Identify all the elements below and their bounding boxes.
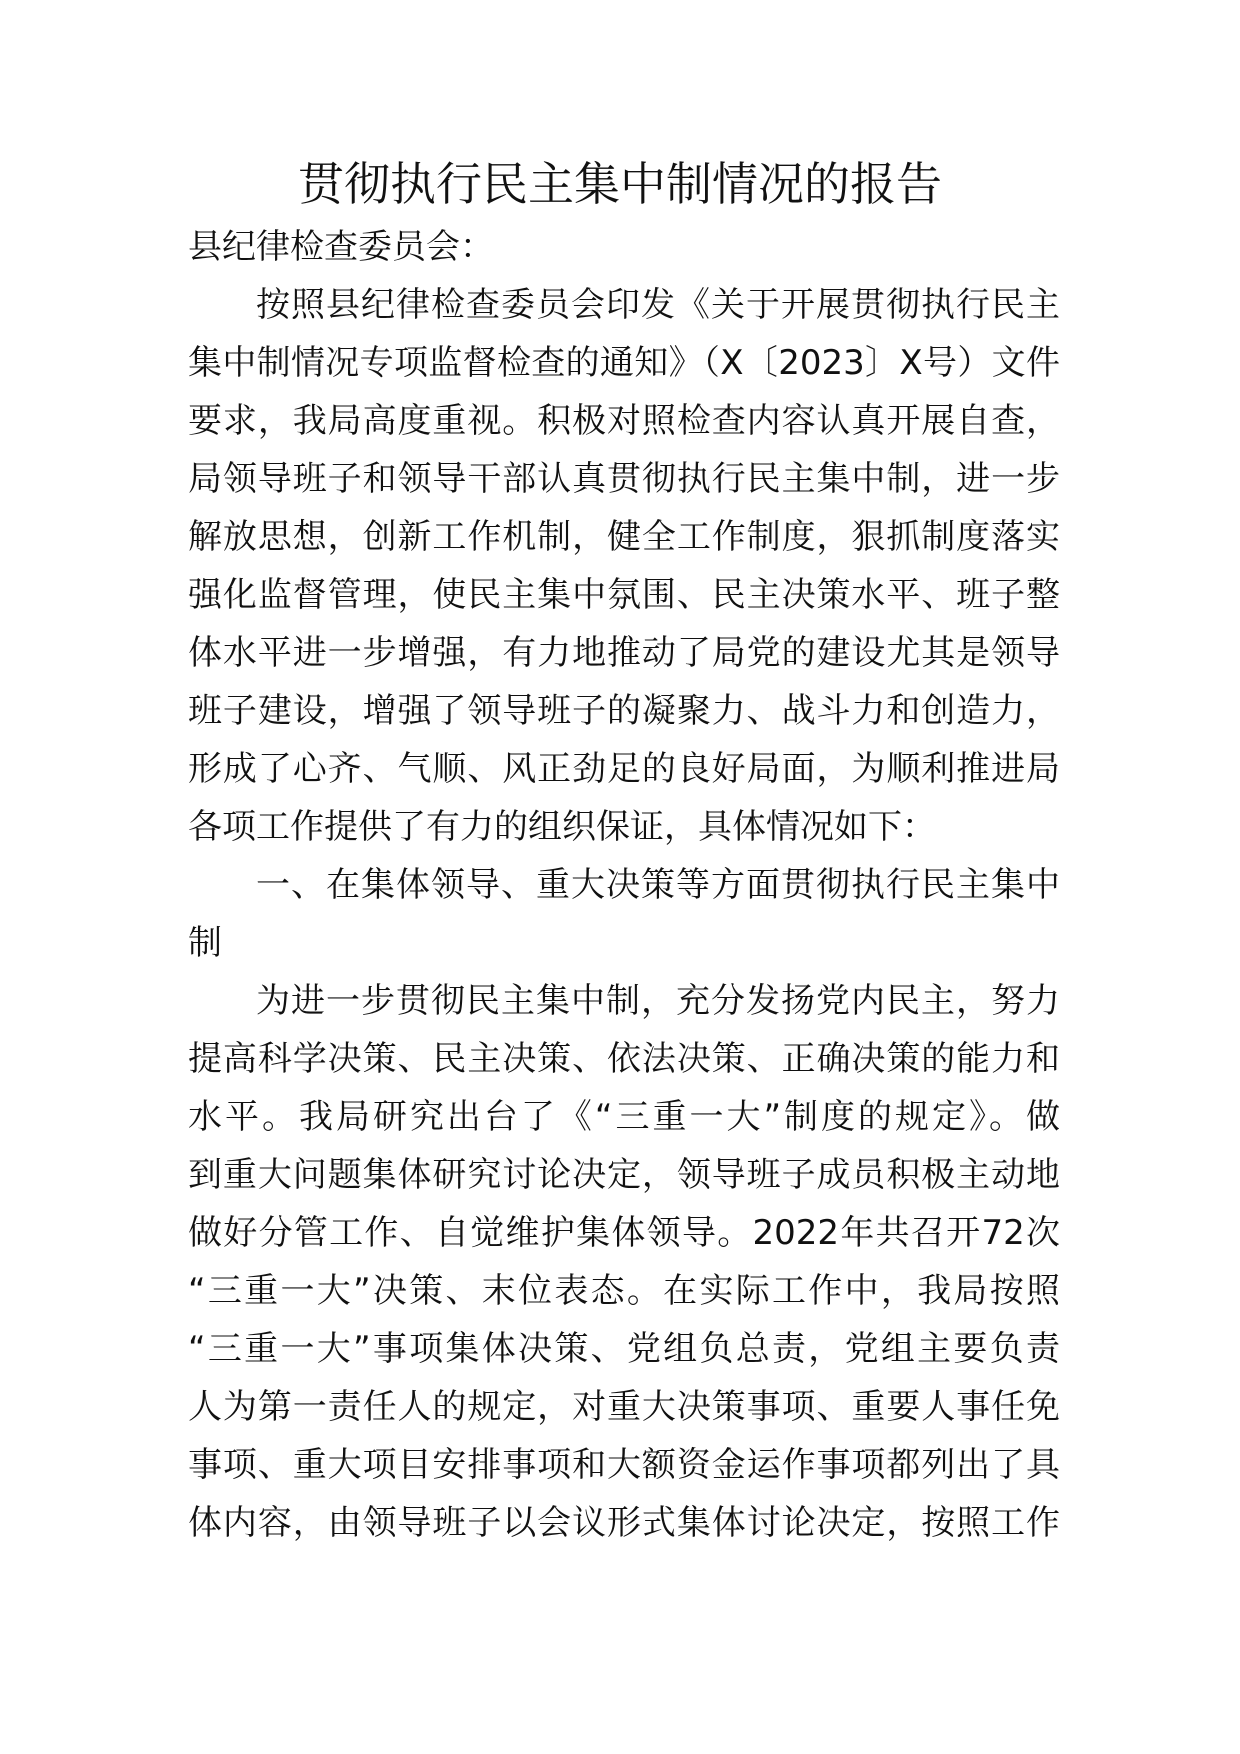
section-heading-line: 制 (188, 923, 222, 963)
text-line: 提高科学决策、民主决策、依法决策、正确决策的能力和 (188, 1039, 1060, 1079)
text-line: 水平。我局研究出台了《“三重一大”制度的规定》。做 (188, 1097, 1060, 1137)
text-line: 各项工作提供了有力的组织保证，具体情况如下： (188, 807, 936, 847)
text-line: 局领导班子和领导干部认真贯彻执行民主集中制，进一步 (188, 459, 1060, 499)
text-line: 体内容，由领导班子以会议形式集体讨论决定，按照工作 (188, 1503, 1060, 1543)
document-body (188, 218, 1060, 1552)
document-title: 贯彻执行民主集中制情况的报告 (298, 157, 942, 211)
text-line: 形成了心齐、气顺、风正劲足的良好局面，为顺利推进局 (188, 749, 1060, 789)
text-line: 做好分管工作、自觉维护集体领导。2022年共召开72次 (188, 1213, 1060, 1253)
text-line: 按照县纪律检查委员会印发《关于开展贯彻执行民主 (256, 285, 1060, 325)
text-line: 人为第一责任人的规定，对重大决策事项、重要人事任免 (188, 1387, 1060, 1427)
text-line: 班子建设，增强了领导班子的凝聚力、战斗力和创造力， (188, 691, 1060, 731)
text-line: 解放思想，创新工作机制，健全工作制度，狠抓制度落实 (188, 517, 1060, 557)
text-line: 县纪律检查委员会： (188, 227, 494, 267)
text-line: 要求，我局高度重视。积极对照检查内容认真开展自查， (188, 401, 1060, 441)
section-heading-line: 一、在集体领导、重大决策等方面贯彻执行民主集中 (256, 865, 1060, 905)
text-line: “三重一大”事项集体决策、党组负总责，党组主要负责 (188, 1329, 1060, 1369)
text-line: 为进一步贯彻民主集中制，充分发扬党内民主，努力 (256, 981, 1060, 1021)
text-line: 体水平进一步增强，有力地推动了局党的建设尤其是领导 (188, 633, 1060, 673)
text-line: 集中制情况专项监督检查的通知》（X〔2023〕X号）文件 (188, 343, 1060, 383)
text-line: 到重大问题集体研究讨论决定，领导班子成员积极主动地 (188, 1155, 1060, 1195)
text-line: 强化监督管理，使民主集中氛围、民主决策水平、班子整 (188, 575, 1060, 615)
text-line: 事项、重大项目安排事项和大额资金运作事项都列出了具 (188, 1445, 1060, 1485)
text-line: “三重一大”决策、末位表态。在实际工作中，我局按照 (188, 1271, 1060, 1311)
